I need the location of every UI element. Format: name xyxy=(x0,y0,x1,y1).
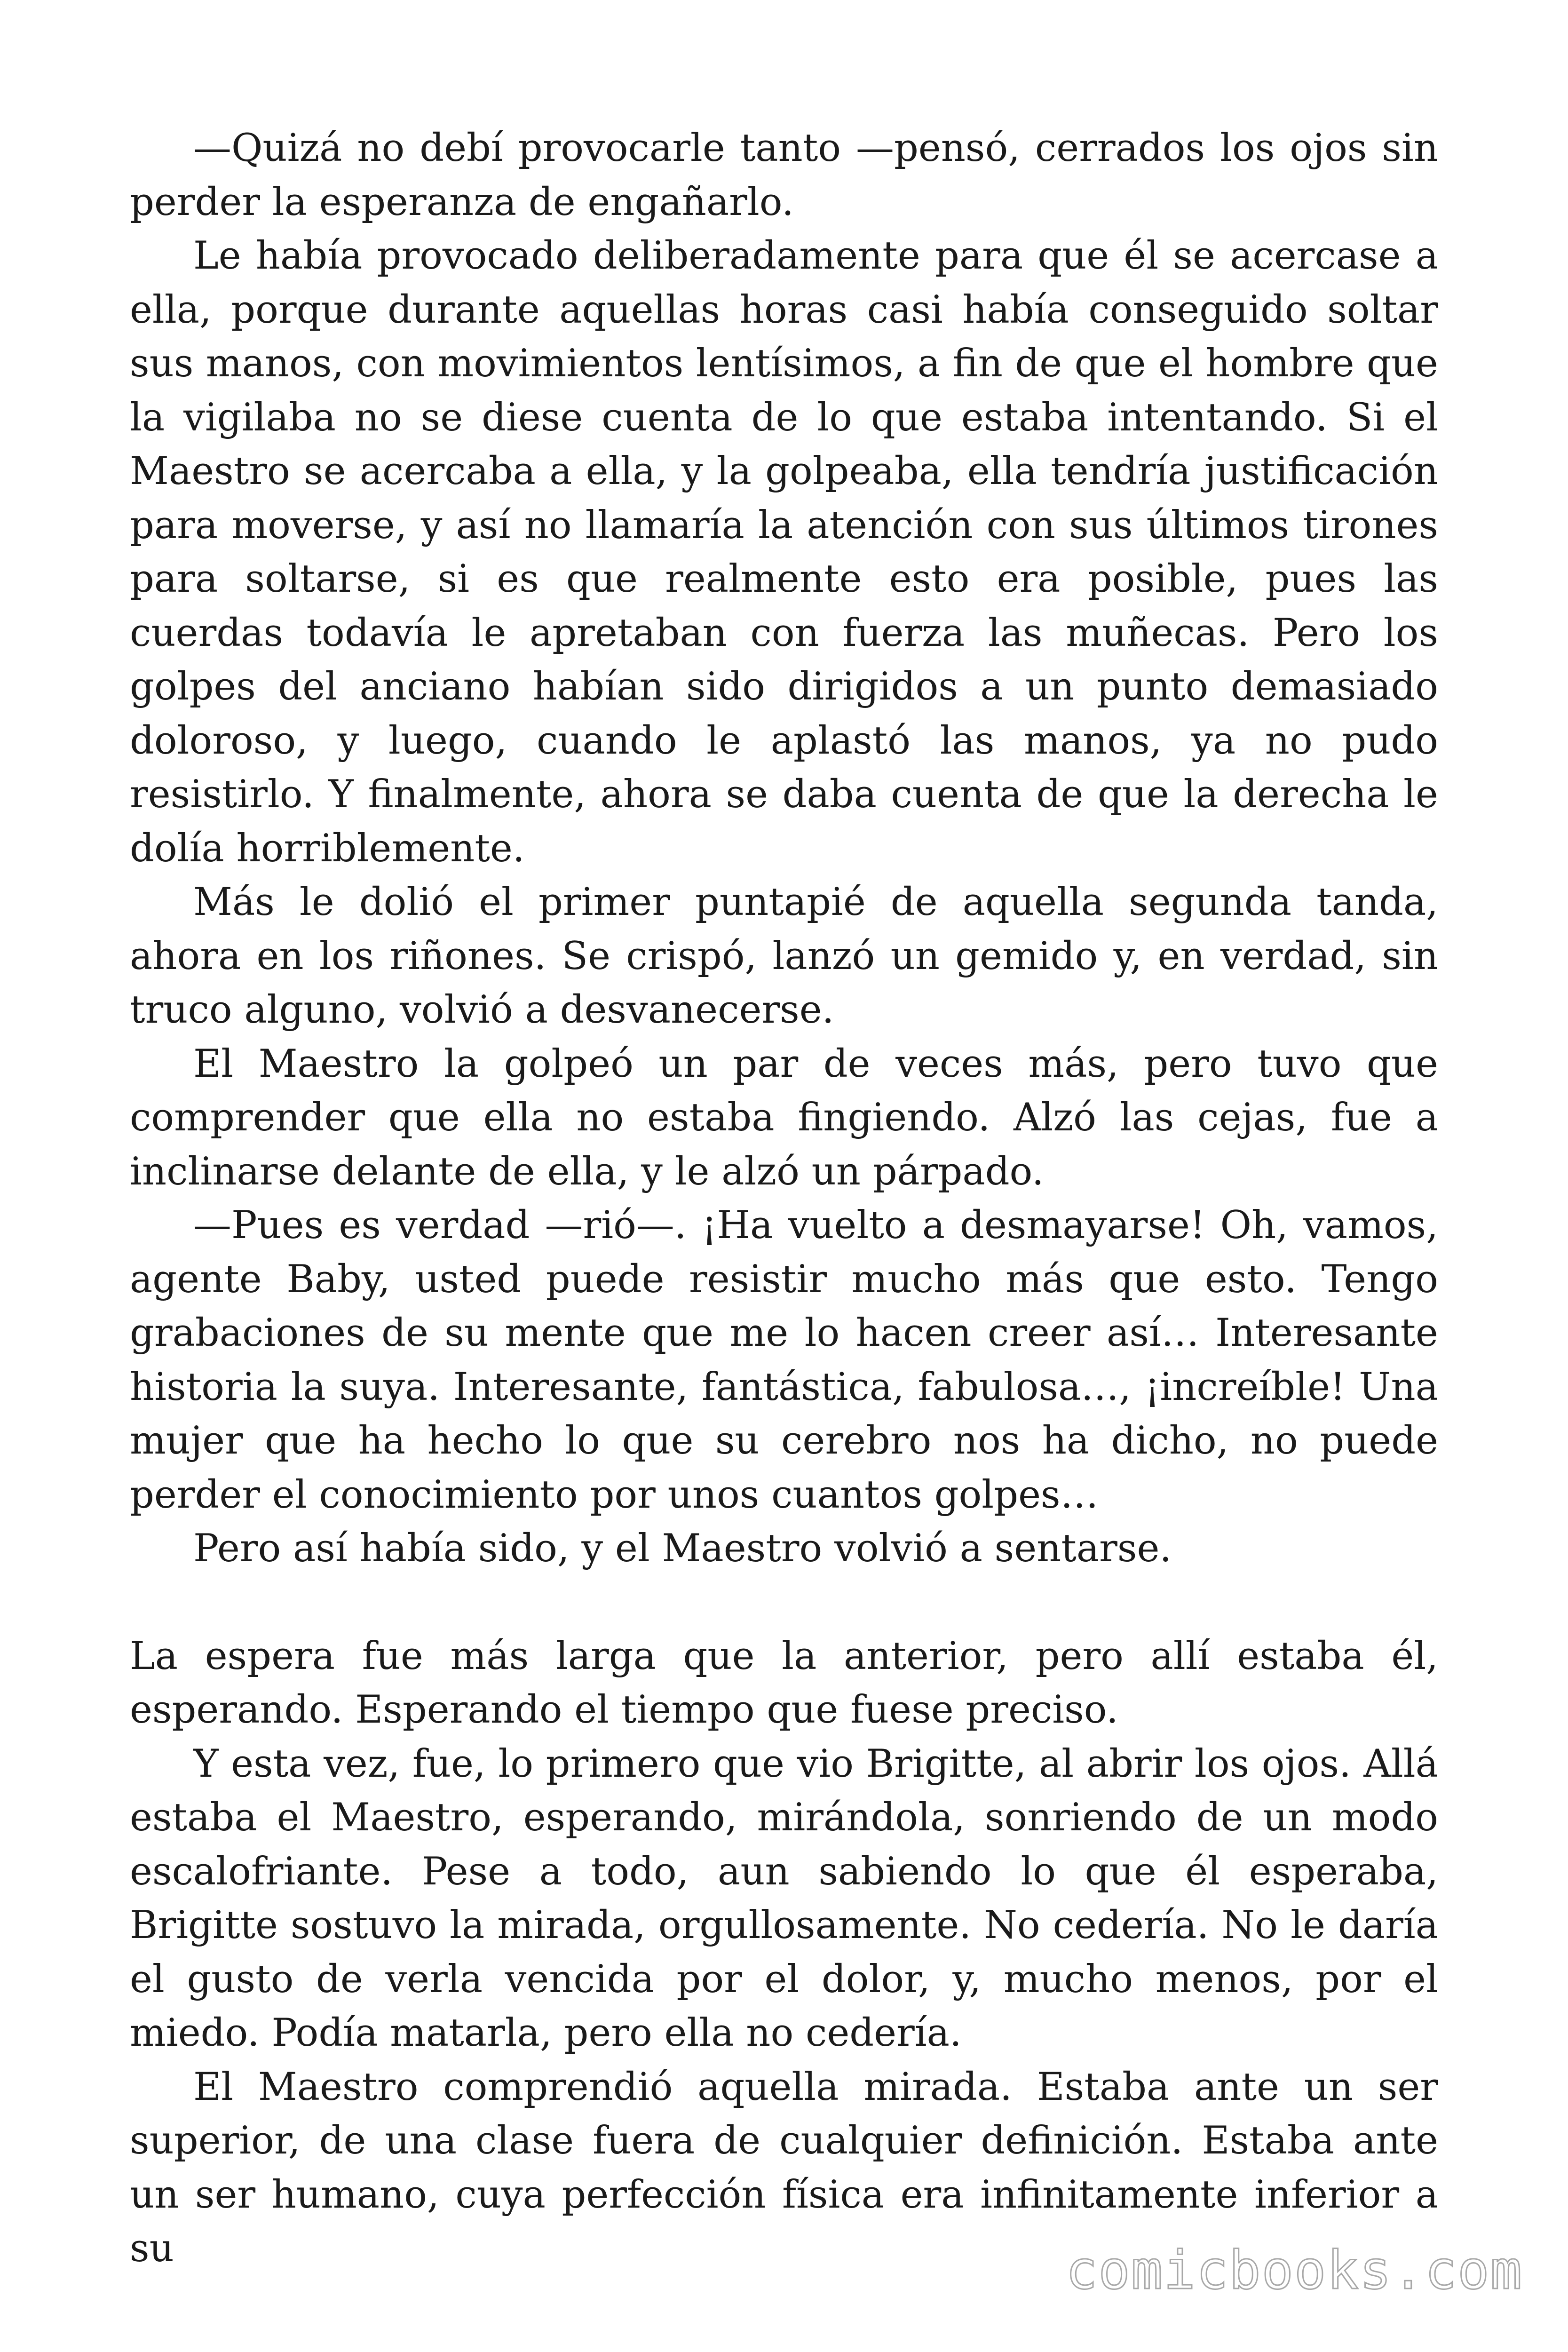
paragraph: Y esta vez, fue, lo primero que vio Brigitte, al abrir los ojos. Allá estaba el Maestro, esperando, mirándola, sonriendo de un modo escalofriante. Pese a todo, aun sabiendo lo que él esperaba, Brigitte sostuvo la mirada, orgullosamente. No cedería. No le daría el gusto de verla vencida por el dolor, y, mucho menos, por el miedo. Podía matarla, pero ella no cedería. xyxy=(130,1741,1438,2055)
paragraph: El Maestro comprendió aquella mirada. Estaba ante un ser superior, de una clase fuera de cualquier definición. Estaba ante un ser humano, cuya perfección física era infinitamente inferior a su xyxy=(130,2065,1438,2271)
paragraph: Le había provocado deliberadamente para que él se acercase a ella, porque durante aquellas horas casi había conseguido soltar sus manos, con movimientos lentísimos, a fin de que el hombre que la vigilaba no se diese cuenta de lo que estaba intentando. Si el Maestro se acercaba a ella, y la golpeaba, ella tendría justificación para moverse, y así no llamaría la atención con sus últimos tirones para soltarse, si es que realmente esto era posible, pues las cuerdas todavía le apretaban con fuerza las muñecas. Pero los golpes del anciano habían sido dirigidos a un punto demasiado doloroso, y luego, cuando le aplastó las manos, ya no pudo resistirlo. Y finalmente, ahora se daba cuenta de que la derecha le dolía horriblemente. xyxy=(130,234,1438,871)
paragraph: El Maestro la golpeó un par de veces más, pero tuvo que comprender que ella no estaba fingiendo. Alzó las cejas, fue a inclinarse delante de ella, y le alzó un párpado. xyxy=(130,1041,1438,1194)
paragraph: —Quizá no debí provocarle tanto —pensó, cerrados los ojos sin perder la esperanza de engañarlo. xyxy=(130,126,1438,224)
paragraph: —Pues es verdad —rió—. ¡Ha vuelto a desmayarse! Oh, vamos, agente Baby, usted puede resistir mucho más que esto. Tengo grabaciones de su mente que me lo hacen creer así… Interesante historia la suya. Interesante, fantástica, fabulosa…, ¡increíble! Una mujer que ha hecho lo que su cerebro nos ha dicho, no puede perder el conocimiento por unos cuantos golpes… xyxy=(130,1203,1438,1517)
paragraph: Pero así había sido, y el Maestro volvió a sentarse. xyxy=(193,1526,1172,1571)
paragraph: Más le dolió el primer puntapié de aquella segunda tanda, ahora en los riñones. Se crispó, lanzó un gemido y, en verdad, sin truco alguno, volvió a desvanecerse. xyxy=(130,880,1438,1032)
section-break xyxy=(130,1576,1438,1629)
page-body xyxy=(130,121,1438,2276)
paragraph: La espera fue más larga que la anterior, pero allí estaba él, esperando. Esperando el tiempo que fuese preciso. xyxy=(130,1634,1438,1732)
watermark: comicbooks.com xyxy=(1065,2240,1523,2301)
